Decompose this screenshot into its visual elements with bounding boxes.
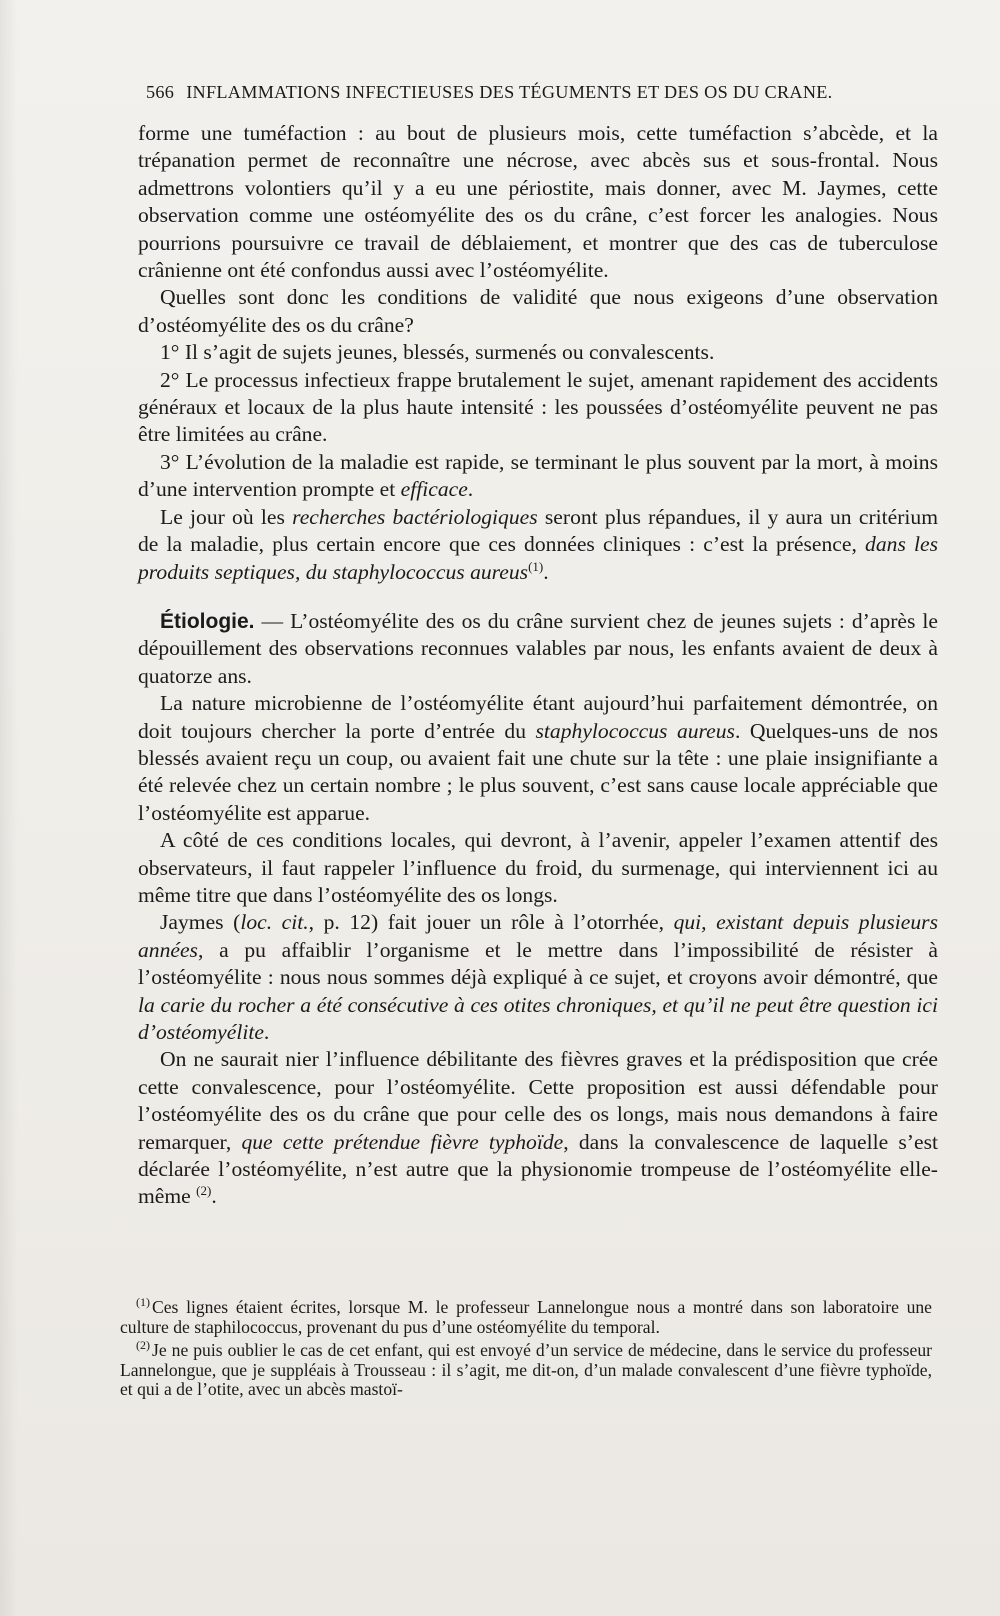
text-run: . — [467, 477, 474, 502]
paragraph — [138, 690, 938, 827]
footnote-text: Ces lignes étaient écrites, lorsque M. le professeur Lannelongue nous a montré dans son laboratoire une culture de staphilococcus, provenant du pus d’une ostéomyélite du temporal. — [120, 1297, 932, 1337]
italic-run: staphylococcus aureus — [535, 718, 735, 743]
italic-run: loc. cit. — [240, 910, 309, 935]
text-run: seront plus répandues, il y aura un critérium de la maladie, plus certain encore que ces données cliniques : c’est la présence, — [138, 504, 938, 557]
text-run: . — [211, 1184, 217, 1209]
paragraph — [138, 1046, 938, 1210]
italic-run: qui, existant depuis plusieurs années — [138, 910, 938, 962]
paragraph — [138, 504, 938, 586]
text-run: . — [263, 1020, 270, 1044]
text-run: , p. 12) fait jouer un rôle à l’otorrhée, — [308, 910, 674, 935]
section-heading: Étiologie. — [160, 609, 255, 633]
list-item: 2° Le processus infectieux frappe brutalement le sujet, amenant rapidement des accidents généraux et locaux de la plus haute intensité : les poussées d’ostéomyélite peuvent ne pas être limitées au crâne. — [138, 367, 938, 447]
page-number: 566 — [146, 82, 175, 102]
section-etiologie — [138, 608, 938, 690]
text-run: 3° L’évolution de la maladie est rapide, se terminant le plus souvent par la mort, à moins d’une intervention prompte et — [138, 449, 938, 502]
text-run: . — [543, 559, 549, 584]
text-run: Jaymes ( — [160, 910, 241, 935]
running-header — [146, 82, 936, 103]
list-item: 1° Il s’agit de sujets jeunes, blessés, surmenés ou convalescents. — [160, 340, 715, 365]
paragraph: forme une tuméfaction : au bout de plusieurs mois, cette tuméfaction s’abcède, et la trépanation permet de reconnaître une nécrose, avec abcès sus et sous-frontal. Nous admettrons volontiers qu’il y a eu une périostite, mais donner, avec M. Jaymes, cette observation comme une ostéomyélite des os du crâne, c’est forcer les analogies. Nous pourrions poursuivre ce travail de déblaiement, et montrer que des cas de tuberculose crânienne ont été confondus aussi avec l’ostéomyélite. — [138, 121, 938, 283]
footnote-text: Je ne puis oublier le cas de cet enfant, qui est envoyé d’un service de médecine, dans le service du professeur Lannelongue, que je suppléais à Trousseau : il s’agit, me dit-on, d’un malade convalescent d’une fièvre typhoïde, et qui a de l’otite, avec un abcès mastoï- — [120, 1340, 932, 1400]
italic-run: que cette prétendue fièvre typhoïde — [241, 1129, 564, 1154]
text-run: Le jour où les — [160, 504, 293, 529]
italic-run: recherches bactériologiques — [292, 504, 538, 529]
running-title: INFLAMMATIONS INFECTIEUSES DES TÉGUMENTS ET DES OS DU CRANE. — [186, 82, 833, 102]
footnotes — [120, 1295, 932, 1404]
paragraph: A côté de ces conditions locales, qui devront, à l’avenir, appeler l’examen attentif des observateurs, il faut rappeler l’influence du froid, du surmenage, qui interviennent ici au même titre que dans l’ostéomyélite des os longs. — [138, 828, 938, 907]
footnote — [120, 1338, 932, 1400]
paragraph — [138, 909, 938, 1046]
main-text — [138, 120, 938, 1211]
footnote — [120, 1295, 932, 1337]
page-edge-shadow — [0, 0, 18, 1616]
footnote-ref: (2) — [196, 1183, 212, 1199]
text-run: — L’ostéomyélite des os du crâne survient chez de jeunes sujets : d’après le dépouillement des observations reconnues valables par nous, les enfants avaient de deux à quatorze ans. — [138, 608, 938, 688]
text-run: , a pu affaiblir l’organisme et le mettre dans l’impossibilité de résister à l’ostéomyélite : nous nous sommes déjà expliqué à ce sujet, et croyons avoir démontré, que — [138, 937, 938, 990]
footnote-number: (1) — [136, 1295, 150, 1310]
italic-run: la carie du rocher a été consécutive à ces otites chroniques, et qu’il ne peut être question ici d’ostéomyélite — [138, 992, 938, 1044]
text-run: La nature microbienne de l’ostéomyélite étant aujourd’hui parfaitement démontrée, on doit toujours chercher la porte d’entrée du — [138, 691, 938, 743]
italic-run: efficace — [400, 477, 468, 502]
text-run: , dans la convalescence de laquelle s’est déclarée l’ostéomyélite, n’est autre que la physionomie trompeuse de l’ostéomyélite elle-même — [138, 1129, 938, 1209]
footnote-number: (2) — [136, 1338, 150, 1353]
list-item — [138, 449, 938, 504]
footnote-ref: (1) — [528, 558, 544, 574]
paragraph: Quelles sont donc les conditions de validité que nous exigeons d’une observation d’ostéomyélite des os du crâne? — [138, 285, 938, 337]
text-run: . Quelques-uns de nos blessés avaient reçu un coup, ou avaient fait une chute sur la tête : une plaie insignifiante a été relevée chez un certain nombre ; le plus souvent, c’est sans cause locale appréciable que l’ostéomyélite est apparue. — [138, 718, 939, 825]
italic-run: dans les produits septiques, du staphylococcus aureus — [138, 532, 938, 584]
text-run: On ne saurait nier l’influence débilitante des fièvres graves et la prédisposition que crée cette convalescence, pour l’ostéomyélite. Cette proposition est aussi défendable pour l’ostéomyélite des os du crâne que pour celle des os longs, mais nous demandons à faire remarquer, — [138, 1047, 938, 1154]
